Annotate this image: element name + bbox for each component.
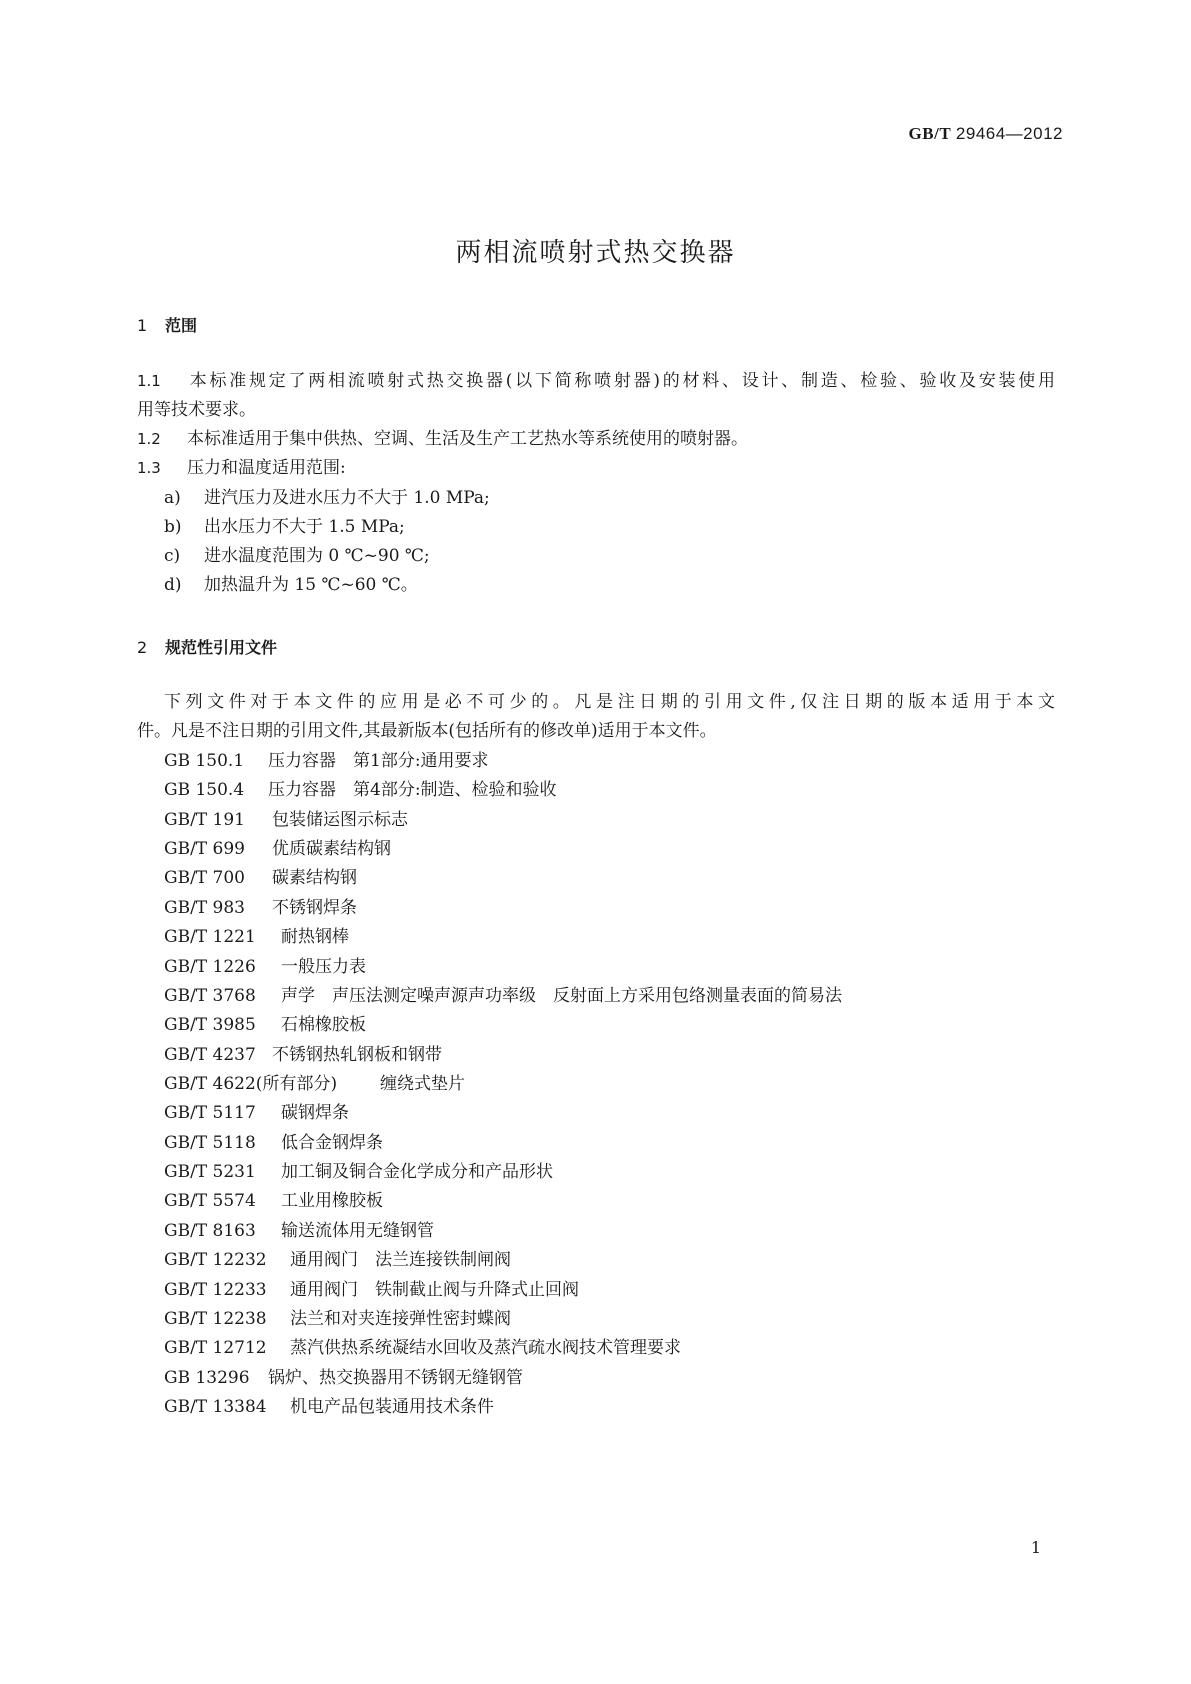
reference-code: GB/T 699 — [164, 839, 245, 859]
reference-code: GB/T 12233 — [164, 1280, 267, 1300]
reference-item — [164, 749, 489, 773]
reference-code: GB/T 5118 — [164, 1133, 256, 1153]
reference-code: GB/T 12712 — [164, 1338, 267, 1358]
list-item-text: 加热温升为 15 ℃~60 ℃。 — [204, 575, 418, 595]
reference-title: 不锈钢热轧钢板和钢带 — [272, 1045, 442, 1065]
reference-item — [164, 1072, 465, 1096]
reference-item — [164, 1013, 366, 1037]
reference-code: GB/T 983 — [164, 898, 245, 918]
list-item — [164, 515, 405, 539]
section-2-intro-line2: 件。凡是不注日期的引用文件,其最新版本(包括所有的修改单)适用于本文件。 — [137, 721, 717, 741]
reference-item — [164, 1131, 383, 1155]
reference-code: GB/T 8163 — [164, 1221, 256, 1241]
section-title: 规范性引用文件 — [165, 638, 278, 657]
reference-code: GB/T 3768 — [164, 986, 256, 1006]
standard-number: 29464—2012 — [955, 124, 1063, 143]
reference-item — [164, 1219, 434, 1243]
reference-code: GB 13296 — [164, 1368, 250, 1388]
page-number: 1 — [1030, 1538, 1041, 1557]
list-item-label: b) — [164, 517, 182, 537]
clause-1-1-line1 — [137, 369, 1055, 393]
reference-title: 声学 声压法测定噪声源声功率级 反射面上方采用包络测量表面的简易法 — [281, 986, 842, 1006]
reference-item — [164, 1043, 442, 1067]
clause-text: 本标准适用于集中供热、空调、生活及生产工艺热水等系统使用的喷射器。 — [187, 429, 748, 449]
document-title: 两相流喷射式热交换器 — [455, 238, 736, 268]
reference-item — [164, 778, 557, 802]
clause-number: 1.1 — [137, 372, 161, 390]
reference-item — [164, 1101, 349, 1125]
reference-title: 低合金钢焊条 — [281, 1133, 383, 1153]
list-item-text: 进水温度范围为 0 ℃~90 ℃; — [204, 546, 430, 566]
reference-title: 压力容器 第1部分:通用要求 — [268, 751, 489, 771]
reference-code: GB/T 1221 — [164, 927, 256, 947]
section-2-heading — [137, 635, 277, 658]
reference-title: 一般压力表 — [281, 957, 366, 977]
reference-title: 缠绕式垫片 — [380, 1074, 465, 1094]
clause-1-1-line2: 用等技术要求。 — [137, 400, 256, 420]
clause-1-3 — [137, 456, 346, 480]
reference-item — [164, 1336, 681, 1360]
clause-1-2 — [137, 427, 748, 451]
reference-code: GB/T 4622(所有部分) — [164, 1074, 338, 1094]
clause-text: 压力和温度适用范围: — [187, 458, 346, 478]
reference-title: 机电产品包装通用技术条件 — [290, 1397, 494, 1417]
list-item — [164, 544, 430, 568]
reference-code: GB/T 13384 — [164, 1397, 267, 1417]
reference-title: 法兰和对夹连接弹性密封蝶阀 — [290, 1309, 511, 1329]
reference-title: 工业用橡胶板 — [281, 1191, 383, 1211]
reference-item — [164, 896, 357, 920]
standard-prefix: GB/T — [908, 124, 952, 143]
reference-item — [164, 984, 842, 1008]
list-item — [164, 573, 418, 597]
clause-number: 1.3 — [137, 459, 161, 477]
reference-item — [164, 925, 349, 949]
section-number: 2 — [137, 638, 148, 657]
reference-code: GB/T 4237 — [164, 1045, 256, 1065]
reference-title: 蒸汽供热系统凝结水回收及蒸汽疏水阀技术管理要求 — [290, 1338, 681, 1358]
list-item-text: 进汽压力及进水压力不大于 1.0 MPa; — [204, 488, 490, 508]
list-item-text: 出水压力不大于 1.5 MPa; — [204, 517, 405, 537]
clause-number: 1.2 — [137, 430, 161, 448]
reference-title: 优质碳素结构钢 — [272, 839, 391, 859]
section-number: 1 — [137, 316, 148, 335]
reference-item — [164, 955, 366, 979]
reference-item — [164, 1248, 511, 1272]
reference-title: 通用阀门 铁制截止阀与升降式止回阀 — [290, 1280, 579, 1300]
reference-title: 锅炉、热交换器用不锈钢无缝钢管 — [268, 1368, 523, 1388]
section-1-heading — [137, 313, 197, 336]
reference-title: 碳素结构钢 — [272, 868, 357, 888]
reference-title: 加工铜及铜合金化学成分和产品形状 — [281, 1162, 553, 1182]
reference-title: 包装储运图示标志 — [272, 810, 408, 830]
list-item-label: d) — [164, 575, 182, 595]
section-2-intro-line1: 下列文件对于本文件的应用是必不可少的。凡是注日期的引用文件,仅注日期的版本适用于本文 — [164, 692, 1055, 712]
standard-code — [909, 124, 1063, 144]
reference-item — [164, 866, 357, 890]
section-title: 范围 — [165, 316, 198, 335]
reference-code: GB/T 5117 — [164, 1103, 256, 1123]
reference-item — [164, 1278, 579, 1302]
reference-title: 输送流体用无缝钢管 — [281, 1221, 434, 1241]
reference-code: GB 150.1 — [164, 751, 245, 771]
reference-code: GB/T 5574 — [164, 1191, 256, 1211]
reference-code: GB/T 1226 — [164, 957, 256, 977]
reference-title: 通用阀门 法兰连接铁制闸阀 — [290, 1250, 511, 1270]
reference-title: 碳钢焊条 — [281, 1103, 349, 1123]
list-item-label: a) — [164, 488, 181, 508]
reference-code: GB/T 191 — [164, 810, 245, 830]
reference-item — [164, 1366, 523, 1390]
reference-item — [164, 1189, 383, 1213]
reference-title: 不锈钢焊条 — [272, 898, 357, 918]
clause-text: 本标准规定了两相流喷射式热交换器(以下简称喷射器)的材料、设计、制造、检验、验收及安装使用 — [187, 371, 1055, 391]
reference-item — [164, 808, 408, 832]
reference-code: GB 150.4 — [164, 780, 245, 800]
list-item-label: c) — [164, 546, 181, 566]
reference-code: GB/T 700 — [164, 868, 245, 888]
reference-code: GB/T 3985 — [164, 1015, 256, 1035]
reference-item — [164, 1395, 494, 1419]
reference-title: 压力容器 第4部分:制造、检验和验收 — [268, 780, 557, 800]
reference-code: GB/T 12232 — [164, 1250, 267, 1270]
reference-code: GB/T 5231 — [164, 1162, 256, 1182]
reference-item — [164, 1160, 553, 1184]
reference-item — [164, 837, 391, 861]
reference-item — [164, 1307, 511, 1331]
reference-code: GB/T 12238 — [164, 1309, 267, 1329]
reference-title: 石棉橡胶板 — [281, 1015, 366, 1035]
reference-title: 耐热钢棒 — [281, 927, 349, 947]
list-item — [164, 486, 490, 510]
